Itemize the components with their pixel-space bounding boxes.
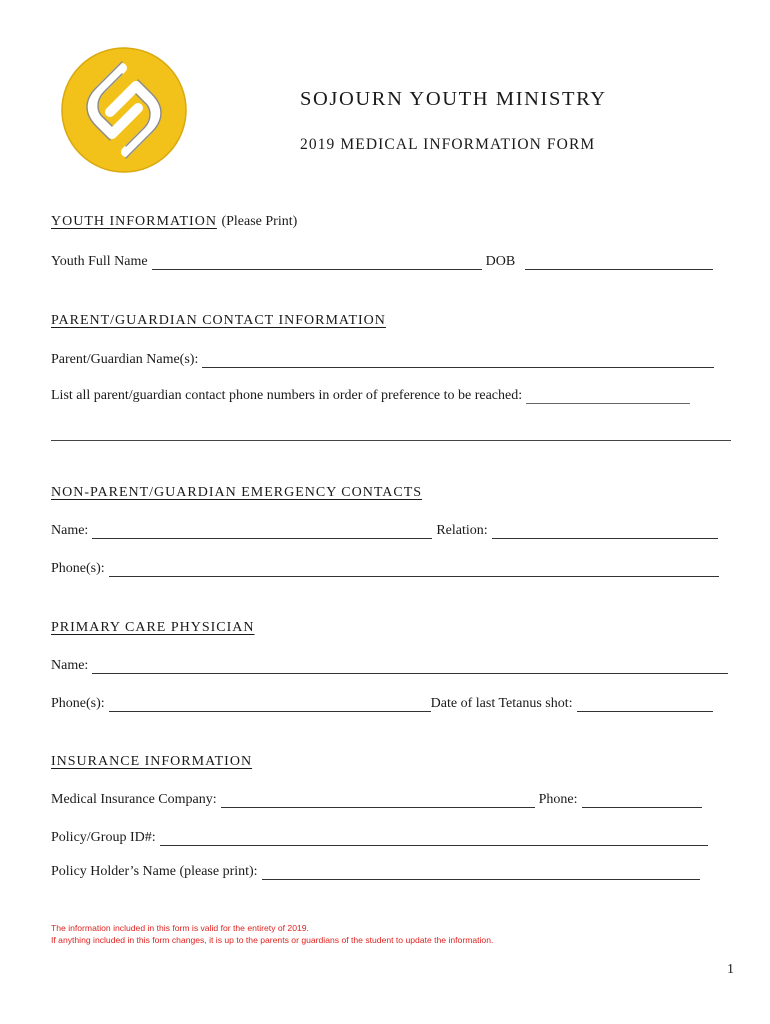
insurance-phone-label: Phone: xyxy=(538,792,578,807)
insurance-company-field[interactable] xyxy=(221,793,535,808)
physician-section-heading xyxy=(51,620,255,636)
emergency-relation-field[interactable] xyxy=(492,524,718,539)
parent-heading: PARENT/GUARDIAN CONTACT INFORMATION xyxy=(51,313,386,328)
parent-phones-label: List all parent/guardian contact phone numbers in order of preference to be reached: xyxy=(51,388,523,403)
emergency-phones-row xyxy=(51,559,719,577)
youth-heading-note: (Please Print) xyxy=(221,214,298,229)
youth-name-row xyxy=(51,252,713,270)
insurance-section-heading xyxy=(51,754,252,770)
parent-phones-row xyxy=(51,386,690,404)
youth-full-name-label: Youth Full Name xyxy=(51,254,148,269)
parent-names-field[interactable] xyxy=(202,353,714,368)
dob-label: DOB xyxy=(485,254,516,269)
youth-full-name-field[interactable] xyxy=(152,255,482,270)
youth-heading: YOUTH INFORMATION xyxy=(51,214,217,229)
youth-section-heading xyxy=(51,214,297,230)
emergency-phones-field[interactable] xyxy=(109,562,719,577)
emergency-name-row xyxy=(51,521,718,539)
tetanus-label: Date of last Tetanus shot: xyxy=(430,696,573,711)
emergency-name-field[interactable] xyxy=(92,524,432,539)
emergency-relation-label: Relation: xyxy=(436,523,488,538)
physician-phones-field[interactable] xyxy=(109,697,431,712)
emergency-phones-label: Phone(s): xyxy=(51,561,105,576)
insurance-company-row xyxy=(51,790,702,808)
insurance-phone-field[interactable] xyxy=(582,793,702,808)
parent-names-label: Parent/Guardian Name(s): xyxy=(51,352,199,367)
validity-note: The information included in this form is valid for the entirety of 2019. xyxy=(51,923,309,933)
parent-section-heading xyxy=(51,313,386,329)
parent-phones-field[interactable] xyxy=(526,389,690,404)
page-number: 1 xyxy=(727,962,734,977)
emergency-heading: NON-PARENT/GUARDIAN EMERGENCY CONTACTS xyxy=(51,485,423,500)
policy-holder-row xyxy=(51,862,700,880)
physician-heading: PRIMARY CARE PHYSICIAN xyxy=(51,620,255,635)
ministry-logo xyxy=(60,46,188,174)
policy-holder-field[interactable] xyxy=(262,865,700,880)
parent-phones-extra-line[interactable] xyxy=(51,440,731,441)
insurance-company-label: Medical Insurance Company: xyxy=(51,792,217,807)
parent-names-row xyxy=(51,350,714,368)
policy-id-row xyxy=(51,828,708,846)
policy-holder-label: Policy Holder’s Name (please print): xyxy=(51,864,258,879)
policy-id-field[interactable] xyxy=(160,831,708,846)
policy-id-label: Policy/Group ID#: xyxy=(51,830,156,845)
insurance-heading: INSURANCE INFORMATION xyxy=(51,754,253,769)
emergency-section-heading xyxy=(51,485,422,501)
tetanus-field[interactable] xyxy=(577,697,713,712)
form-title: SOJOURN YOUTH MINISTRY xyxy=(300,88,607,110)
dob-field[interactable] xyxy=(525,255,713,270)
physician-name-label: Name: xyxy=(51,658,89,673)
physician-name-field[interactable] xyxy=(92,659,728,674)
form-subtitle: 2019 MEDICAL INFORMATION FORM xyxy=(300,136,596,153)
emergency-name-label: Name: xyxy=(51,523,89,538)
physician-name-row xyxy=(51,656,728,674)
physician-phones-label: Phone(s): xyxy=(51,696,105,711)
physician-phones-row xyxy=(51,694,713,712)
update-note: If anything included in this form changes, it is up to the parents or guardians of the student to update the information. xyxy=(51,935,494,945)
